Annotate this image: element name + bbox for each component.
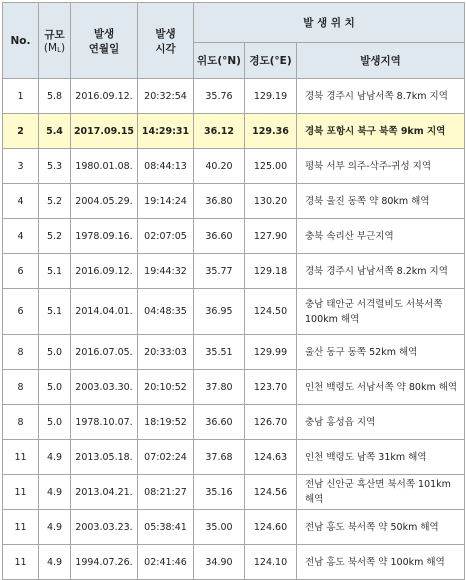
table-row bbox=[3, 475, 465, 510]
cell-magnitude: 4.9 bbox=[39, 440, 71, 475]
cell-time: 14:29:31 bbox=[138, 114, 194, 149]
cell-date: 2013.04.21. bbox=[71, 475, 138, 510]
cell-longitude: 129.99 bbox=[245, 335, 297, 370]
cell-date: 2003.03.30. bbox=[71, 370, 138, 405]
table-body bbox=[3, 79, 465, 580]
cell-region: 인천 백령도 남쪽 31km 해역 bbox=[297, 440, 465, 475]
cell-latitude: 34.90 bbox=[194, 545, 245, 580]
cell-no: 2 bbox=[3, 114, 39, 149]
cell-no: 1 bbox=[3, 79, 39, 114]
cell-longitude: 124.60 bbox=[245, 510, 297, 545]
cell-magnitude: 4.9 bbox=[39, 545, 71, 580]
cell-time: 19:14:24 bbox=[138, 184, 194, 219]
cell-magnitude: 5.2 bbox=[39, 184, 71, 219]
cell-magnitude: 5.0 bbox=[39, 370, 71, 405]
cell-region: 전남 신안군 흑산면 북서쪽 101km 해역 bbox=[297, 475, 465, 510]
cell-magnitude: 5.1 bbox=[39, 289, 71, 335]
header-latitude: 위도(°N) bbox=[194, 43, 245, 79]
table-row bbox=[3, 370, 465, 405]
header-location-group: 발 생 위 치 bbox=[194, 3, 465, 43]
cell-latitude: 36.95 bbox=[194, 289, 245, 335]
cell-date: 1994.07.26. bbox=[71, 545, 138, 580]
header-magnitude: 규모 $(M_L)$ bbox=[39, 3, 71, 79]
cell-no: 3 bbox=[3, 149, 39, 184]
cell-latitude: 35.00 bbox=[194, 510, 245, 545]
cell-magnitude: 5.4 bbox=[39, 114, 71, 149]
cell-region: 전남 홍도 북서쪽 약 100km 해역 bbox=[297, 545, 465, 580]
cell-no: 8 bbox=[3, 335, 39, 370]
header-date: 발생 연월일 bbox=[71, 3, 138, 79]
cell-region: 인천 백령도 서남서쪽 약 80km 해역 bbox=[297, 370, 465, 405]
cell-no: 8 bbox=[3, 405, 39, 440]
cell-date: 2014.04.01. bbox=[71, 289, 138, 335]
cell-region: 전남 홍도 북서쪽 약 50km 해역 bbox=[297, 510, 465, 545]
cell-magnitude: 5.3 bbox=[39, 149, 71, 184]
table-row bbox=[3, 254, 465, 289]
cell-latitude: 37.68 bbox=[194, 440, 245, 475]
cell-longitude: 129.18 bbox=[245, 254, 297, 289]
cell-magnitude: 5.0 bbox=[39, 405, 71, 440]
cell-longitude: 124.56 bbox=[245, 475, 297, 510]
table-row bbox=[3, 79, 465, 114]
table-row bbox=[3, 219, 465, 254]
cell-region: 울산 동구 동쪽 52km 해역 bbox=[297, 335, 465, 370]
cell-time: 18:19:52 bbox=[138, 405, 194, 440]
cell-date: 2003.03.23. bbox=[71, 510, 138, 545]
cell-latitude: 40.20 bbox=[194, 149, 245, 184]
cell-date: 2016.07.05. bbox=[71, 335, 138, 370]
cell-date: 1978.09.16. bbox=[71, 219, 138, 254]
cell-time: 02:07:05 bbox=[138, 219, 194, 254]
cell-magnitude: 5.2 bbox=[39, 219, 71, 254]
cell-latitude: 35.51 bbox=[194, 335, 245, 370]
cell-no: 11 bbox=[3, 545, 39, 580]
cell-no: 11 bbox=[3, 475, 39, 510]
cell-latitude: 35.16 bbox=[194, 475, 245, 510]
cell-time: 20:33:03 bbox=[138, 335, 194, 370]
table-row bbox=[3, 149, 465, 184]
cell-magnitude: 5.1 bbox=[39, 254, 71, 289]
table-row bbox=[3, 184, 465, 219]
cell-region: 충남 태안군 서격렬비도 서북서쪽 100km 해역 bbox=[297, 289, 465, 335]
cell-region: 경북 울진 동쪽 약 80km 해역 bbox=[297, 184, 465, 219]
cell-longitude: 129.36 bbox=[245, 114, 297, 149]
cell-date: 2016.09.12. bbox=[71, 79, 138, 114]
cell-longitude: 125.00 bbox=[245, 149, 297, 184]
cell-time: 04:48:35 bbox=[138, 289, 194, 335]
table-row bbox=[3, 335, 465, 370]
cell-magnitude: 5.8 bbox=[39, 79, 71, 114]
cell-latitude: 37.80 bbox=[194, 370, 245, 405]
cell-longitude: 124.50 bbox=[245, 289, 297, 335]
table-row bbox=[3, 510, 465, 545]
cell-no: 11 bbox=[3, 510, 39, 545]
cell-latitude: 36.60 bbox=[194, 219, 245, 254]
table-header bbox=[3, 3, 465, 79]
earthquake-table bbox=[2, 2, 465, 580]
table-row bbox=[3, 405, 465, 440]
header-region: 발생지역 bbox=[297, 43, 465, 79]
table-row bbox=[3, 114, 465, 149]
cell-latitude: 36.12 bbox=[194, 114, 245, 149]
cell-no: 11 bbox=[3, 440, 39, 475]
cell-latitude: 35.76 bbox=[194, 79, 245, 114]
cell-region: 경북 경주시 남남서쪽 8.2km 지역 bbox=[297, 254, 465, 289]
cell-date: 2016.09.12. bbox=[71, 254, 138, 289]
cell-time: 02:41:46 bbox=[138, 545, 194, 580]
cell-no: 8 bbox=[3, 370, 39, 405]
cell-time: 08:21:27 bbox=[138, 475, 194, 510]
header-longitude: 경도(°E) bbox=[245, 43, 297, 79]
table-row bbox=[3, 545, 465, 580]
cell-date: 2013.05.18. bbox=[71, 440, 138, 475]
cell-longitude: 129.19 bbox=[245, 79, 297, 114]
table-row bbox=[3, 289, 465, 335]
cell-region: 경북 포항시 북구 북쪽 9km 지역 bbox=[297, 114, 465, 149]
cell-longitude: 124.63 bbox=[245, 440, 297, 475]
cell-latitude: 36.60 bbox=[194, 405, 245, 440]
cell-region: 평북 서부 의주-삭주-귀성 지역 bbox=[297, 149, 465, 184]
cell-no: 6 bbox=[3, 289, 39, 335]
cell-time: 20:32:54 bbox=[138, 79, 194, 114]
cell-time: 19:44:32 bbox=[138, 254, 194, 289]
cell-region: 충남 홍성읍 지역 bbox=[297, 405, 465, 440]
cell-time: 07:02:24 bbox=[138, 440, 194, 475]
cell-longitude: 124.10 bbox=[245, 545, 297, 580]
cell-date: 2004.05.29. bbox=[71, 184, 138, 219]
cell-longitude: 130.20 bbox=[245, 184, 297, 219]
cell-time: 08:44:13 bbox=[138, 149, 194, 184]
cell-magnitude: 4.9 bbox=[39, 510, 71, 545]
header-no: No. bbox=[3, 3, 39, 79]
cell-magnitude: 4.9 bbox=[39, 475, 71, 510]
cell-magnitude: 5.0 bbox=[39, 335, 71, 370]
cell-time: 20:10:52 bbox=[138, 370, 194, 405]
header-time: 발생 시각 bbox=[138, 3, 194, 79]
cell-date: 1980.01.08. bbox=[71, 149, 138, 184]
cell-latitude: 35.77 bbox=[194, 254, 245, 289]
cell-no: 4 bbox=[3, 219, 39, 254]
cell-latitude: 36.80 bbox=[194, 184, 245, 219]
cell-date: 1978.10.07. bbox=[71, 405, 138, 440]
cell-longitude: 123.70 bbox=[245, 370, 297, 405]
cell-time: 05:38:41 bbox=[138, 510, 194, 545]
cell-no: 4 bbox=[3, 184, 39, 219]
cell-date: 2017.09.15 bbox=[71, 114, 138, 149]
table-row bbox=[3, 440, 465, 475]
cell-region: 경북 경주시 남남서쪽 8.7km 지역 bbox=[297, 79, 465, 114]
cell-longitude: 126.70 bbox=[245, 405, 297, 440]
cell-no: 6 bbox=[3, 254, 39, 289]
cell-region: 충북 속리산 부근지역 bbox=[297, 219, 465, 254]
cell-longitude: 127.90 bbox=[245, 219, 297, 254]
